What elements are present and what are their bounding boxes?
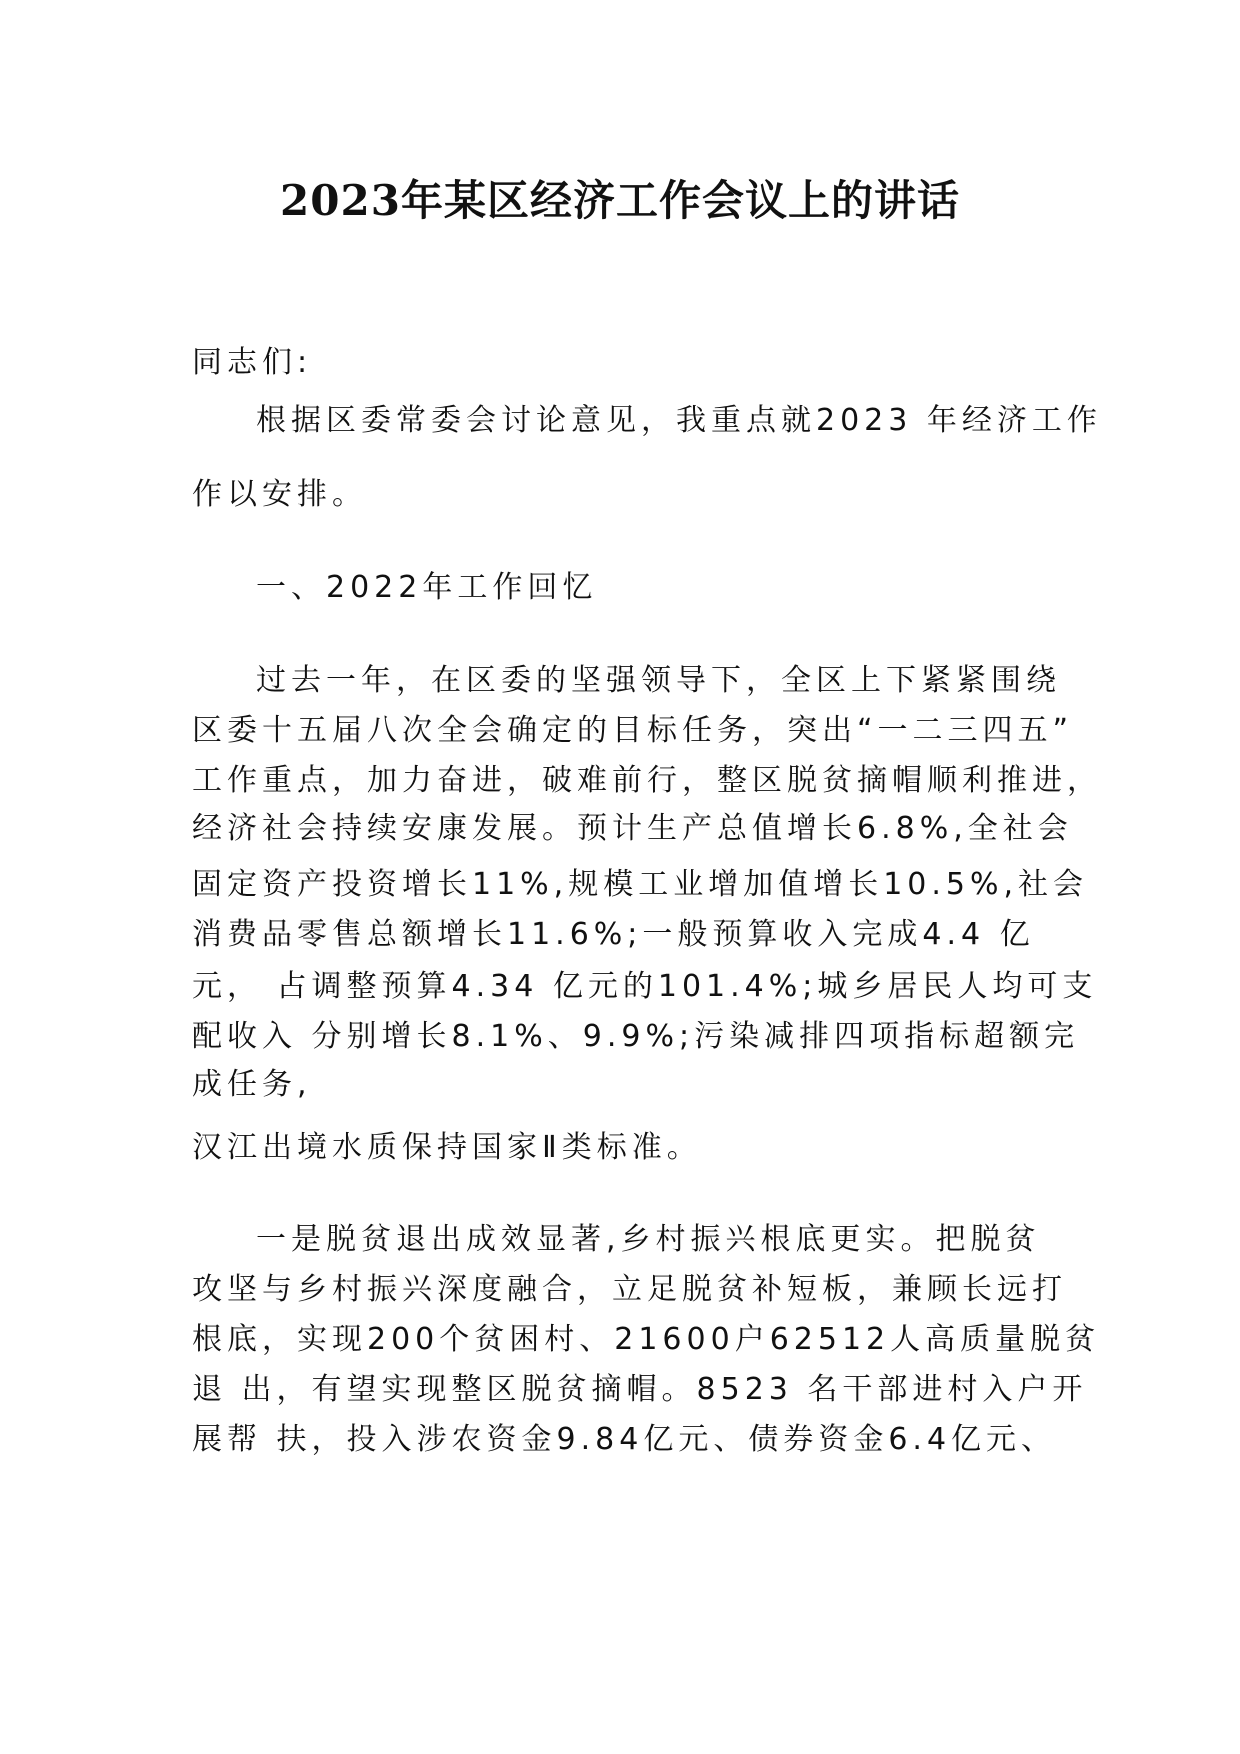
greeting: 同志们:	[192, 345, 313, 380]
paragraph-line: 配收入 分别增长8.1%、9.9%;污染减排四项指标超额完	[192, 1019, 1080, 1054]
paragraph-line: 过去一年，在区委的坚强领导下，全区上下紧紧围绕	[256, 663, 1061, 698]
section-heading: 一、2022年工作回忆	[256, 570, 598, 605]
intro-line: 作以安排。	[192, 477, 367, 512]
paragraph-line: 工作重点，加力奋进，破难前行，整区脱贫摘帽顺利推进，	[192, 763, 1102, 798]
paragraph-line: 攻坚与乡村振兴深度融合，立足脱贫补短板，兼顾长远打	[192, 1272, 1067, 1307]
paragraph-line: 展帮 扶，投入涉农资金9.84亿元、债券资金6.4亿元、	[192, 1422, 1057, 1457]
paragraph-line: 元， 占调整预算4.34 亿元的101.4%;城乡居民人均可支	[192, 969, 1098, 1004]
paragraph-line: 汉江出境水质保持国家Ⅱ类标准。	[192, 1130, 702, 1165]
paragraph-line: 消费品零售总额增长11.6%;一般预算收入完成4.4 亿	[192, 917, 1035, 952]
document-title: 2023年某区经济工作会议上的讲话	[280, 176, 960, 225]
intro-line: 根据区委常委会讨论意见，我重点就2023 年经济工作	[256, 403, 1102, 438]
paragraph-line: 退 出，有望实现整区脱贫摘帽。8523 名干部进村入户开	[192, 1372, 1088, 1407]
paragraph-line: 成任务,	[192, 1067, 312, 1102]
paragraph-line: 一是脱贫退出成效显著,乡村振兴根底更实。把脱贫	[256, 1222, 1041, 1257]
paragraph-line: 区委十五届八次全会确定的目标任务，突出“一二三四五”	[192, 713, 1074, 748]
paragraph-line: 根底，实现200个贫困村、21600户62512人高质量脱贫	[192, 1322, 1101, 1357]
paragraph-line: 固定资产投资增长11%,规模工业增加值增长10.5%,社会	[192, 867, 1089, 902]
paragraph-line: 经济社会持续安康发展。预计生产总值增长6.8%,全社会	[192, 811, 1073, 846]
